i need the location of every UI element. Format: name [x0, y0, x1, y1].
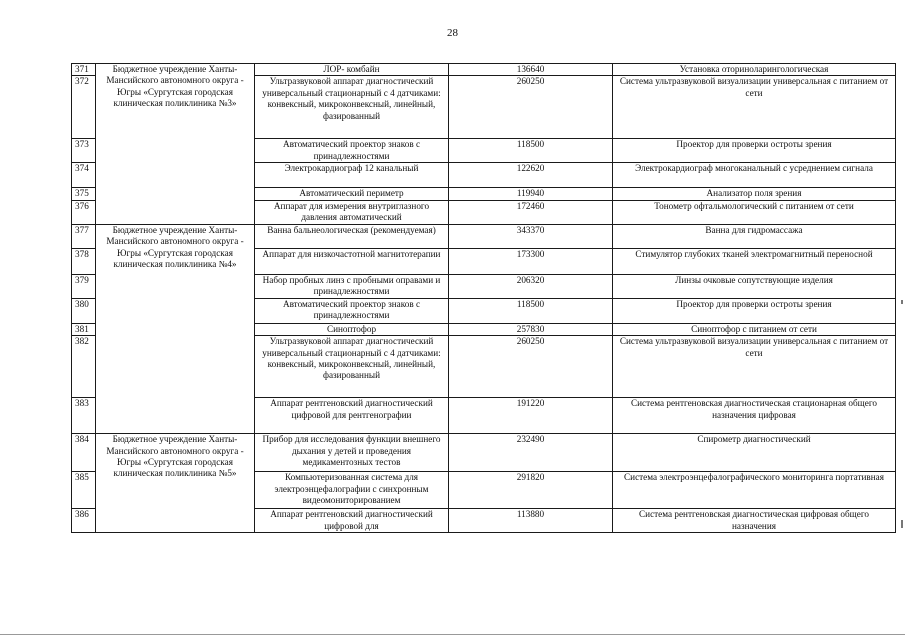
scan-bottom-line: [0, 634, 905, 635]
price-value: 260250: [449, 336, 613, 398]
equipment-name: Синоптофор: [255, 323, 449, 335]
price-value: 136640: [449, 64, 613, 76]
device-type: Система рентгеновская диагностическая стационарная общего назначения цифровая: [613, 398, 896, 434]
device-type: Стимулятор глубоких тканей электромагнитный переносной: [613, 248, 896, 274]
table-row: [72, 434, 896, 472]
equipment-name: Ванна бальнеологическая (рекомендуемая): [255, 224, 449, 248]
equipment-name: Прибор для исследования функции внешнего дыхания у детей и проведения медикаментозных тестов: [255, 434, 449, 472]
price-value: 118500: [449, 139, 613, 163]
price-value: 260250: [449, 76, 613, 139]
equipment-name: Аппарат для низкочастотной магнитотерапии: [255, 248, 449, 274]
row-number: 382: [72, 336, 96, 398]
equipment-name: Автоматический периметр: [255, 188, 449, 200]
row-number: 372: [72, 76, 96, 139]
device-type: Электрокардиограф многоканальный с усреднением сигнала: [613, 163, 896, 188]
device-type: Система ультразвуковой визуализации универсальная с питанием от сети: [613, 336, 896, 398]
device-type: Установка оториноларингологическая: [613, 64, 896, 76]
institution-cell: Бюджетное учреждение Ханты-Мансийского автономного округа - Югры «Сургутская городская клиническая поликлиника №4»: [96, 224, 255, 433]
price-value: 122620: [449, 163, 613, 188]
row-number: 376: [72, 200, 96, 224]
price-value: 113880: [449, 509, 613, 533]
price-value: 173300: [449, 248, 613, 274]
device-type: Проектор для проверки остроты зрения: [613, 139, 896, 163]
equipment-name: Компьютеризованная система для электроэнцефалографии с синхронным видеомониторированием: [255, 472, 449, 509]
page-number: 28: [447, 27, 458, 39]
price-value: 119940: [449, 188, 613, 200]
device-type: Линзы очковые сопутствующие изделия: [613, 274, 896, 298]
row-number: 373: [72, 139, 96, 163]
equipment-name: Ультразвуковой аппарат диагностический универсальный стационарный с 4 датчиками: конвексный, микроконвексный, линейный, фазированный: [255, 336, 449, 398]
price-value: 206320: [449, 274, 613, 298]
scan-edge-mark: [901, 520, 903, 528]
device-type: Проектор для проверки остроты зрения: [613, 298, 896, 323]
device-type: Синоптофор с питанием от сети: [613, 323, 896, 335]
row-number: 379: [72, 274, 96, 298]
equipment-name: ЛОР- комбайн: [255, 64, 449, 76]
price-value: 257830: [449, 323, 613, 335]
equipment-name: Электрокардиограф 12 канальный: [255, 163, 449, 188]
device-type: Ванна для гидромассажа: [613, 224, 896, 248]
equipment-name: Автоматический проектор знаков с принадлежностями: [255, 139, 449, 163]
institution-cell: Бюджетное учреждение Ханты-Мансийского автономного округа - Югры «Сургутская городская клиническая поликлиника №5»: [96, 434, 255, 533]
row-number: 381: [72, 323, 96, 335]
device-type: Спирометр диагностический: [613, 434, 896, 472]
price-value: 191220: [449, 398, 613, 434]
table-row: [72, 224, 896, 248]
equipment-name: Аппарат для измерения внутриглазного давления автоматический: [255, 200, 449, 224]
equipment-name: Ультразвуковой аппарат диагностический универсальный стационарный с 4 датчиками: конвексный, микроконвексный, линейный, фазированный: [255, 76, 449, 139]
row-number: 385: [72, 472, 96, 509]
device-type: Система ультразвуковой визуализации универсальная с питанием от сети: [613, 76, 896, 139]
row-number: 380: [72, 298, 96, 323]
price-value: 172460: [449, 200, 613, 224]
table-row: [72, 64, 896, 76]
row-number: 383: [72, 398, 96, 434]
row-number: 384: [72, 434, 96, 472]
price-value: 232490: [449, 434, 613, 472]
price-value: 291820: [449, 472, 613, 509]
device-type: Система рентгеновская диагностическая цифровая общего назначения: [613, 509, 896, 533]
equipment-name: Набор пробных линз с пробными оправами и принадлежностями: [255, 274, 449, 298]
device-type: Тонометр офтальмологический с питанием от сети: [613, 200, 896, 224]
device-type: Система электроэнцефалографического мониторинга портативная: [613, 472, 896, 509]
scan-edge-mark: [901, 300, 903, 304]
equipment-name: Автоматический проектор знаков с принадлежностями: [255, 298, 449, 323]
institution-cell: Бюджетное учреждение Ханты-Мансийского автономного округа - Югры «Сургутская городская клиническая поликлиника №3»: [96, 64, 255, 225]
row-number: 386: [72, 509, 96, 533]
price-value: 118500: [449, 298, 613, 323]
row-number: 375: [72, 188, 96, 200]
row-number: 377: [72, 224, 96, 248]
equipment-name: Аппарат рентгеновский диагностический цифровой для: [255, 509, 449, 533]
row-number: 374: [72, 163, 96, 188]
equipment-table: [71, 63, 896, 533]
row-number: 371: [72, 64, 96, 76]
row-number: 378: [72, 248, 96, 274]
equipment-name: Аппарат рентгеновский диагностический цифровой для рентгенографии: [255, 398, 449, 434]
device-type: Анализатор поля зрения: [613, 188, 896, 200]
price-value: 343370: [449, 224, 613, 248]
